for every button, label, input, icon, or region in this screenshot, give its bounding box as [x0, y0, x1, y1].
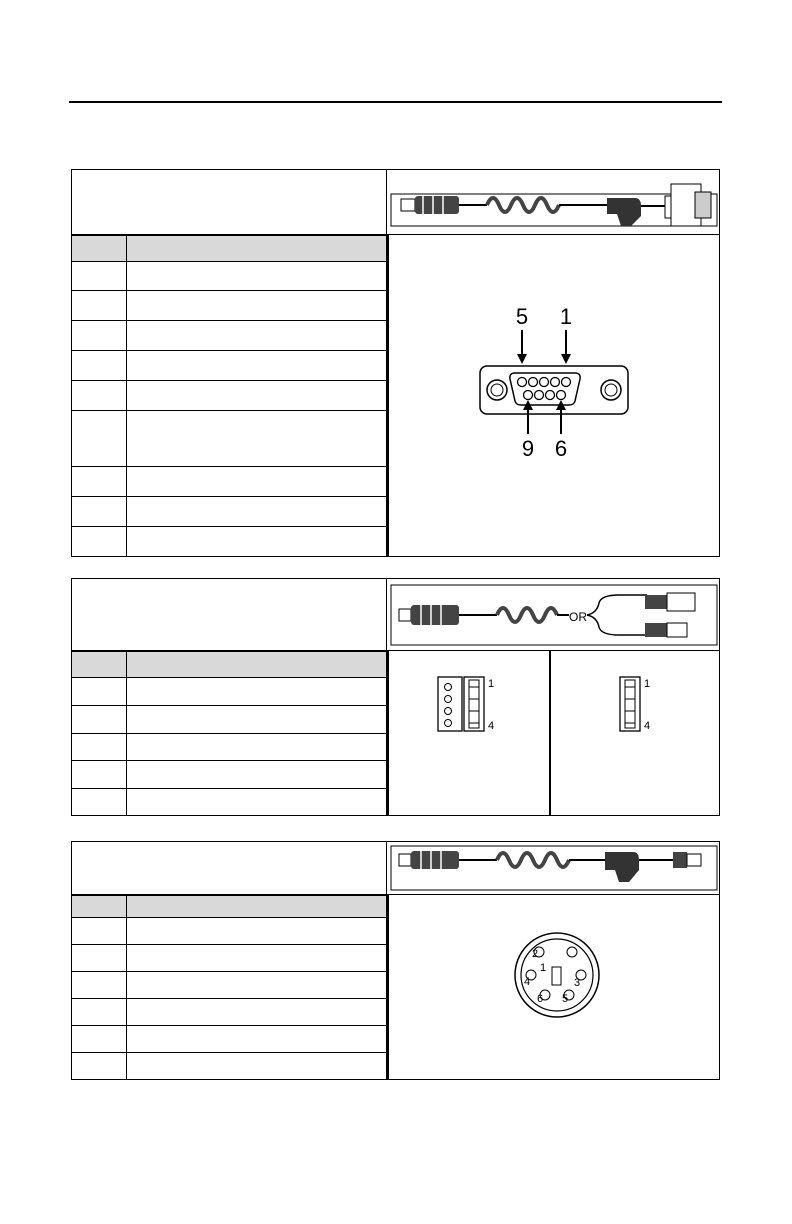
rs232-cable-cell — [387, 170, 719, 235]
pin-label-3: 3 — [574, 977, 581, 989]
pin-label-2: 2 — [532, 948, 539, 960]
or-label: OR — [569, 610, 587, 624]
table-row — [72, 1053, 127, 1080]
table-row — [72, 467, 127, 497]
usb-cable-cell — [387, 579, 719, 651]
ps2-pin-table — [72, 895, 387, 1080]
usb-title-cell — [72, 579, 387, 651]
table-row — [72, 918, 127, 945]
cable-rs232-db9-icon — [387, 170, 719, 235]
pin-label-4: 4 — [524, 976, 531, 988]
table-row — [72, 381, 127, 411]
table-row — [72, 678, 127, 706]
usb-pin-table — [72, 651, 387, 816]
pin-header — [72, 896, 127, 918]
table-row — [72, 999, 127, 1026]
pin-label-4: 4 — [644, 720, 651, 732]
usb-a-powered-connector-icon — [434, 675, 504, 735]
table-row — [72, 411, 127, 467]
pin-label-6: 6 — [537, 993, 544, 1005]
header-rule — [69, 101, 722, 103]
ps2-pinout-block — [71, 841, 720, 1080]
pin-label-6: 6 — [554, 436, 568, 458]
usb-a-connector-icon — [616, 675, 676, 735]
pin-header — [72, 236, 127, 262]
table-row — [72, 761, 127, 789]
table-row — [72, 945, 127, 972]
pin-label-5: 5 — [515, 304, 529, 329]
table-row — [72, 1026, 127, 1053]
table-row — [72, 321, 127, 351]
table-row — [72, 351, 127, 381]
table-row — [72, 734, 127, 761]
table-row — [72, 527, 127, 557]
ps2-title-cell — [72, 842, 387, 895]
table-row — [72, 789, 127, 816]
pin-label-1: 1 — [540, 962, 547, 974]
table-row — [72, 706, 127, 734]
pin-label-9: 9 — [521, 436, 535, 458]
cable-usb-icon — [387, 579, 719, 651]
ps2-cable-cell — [387, 842, 719, 895]
pin-label-1: 1 — [644, 678, 651, 690]
mini-din-6-connector-icon — [512, 932, 602, 1022]
table-row — [72, 291, 127, 321]
pin-label-4: 4 — [488, 720, 495, 732]
usb-pinout-block — [71, 578, 720, 816]
table-row — [72, 497, 127, 527]
pin-label-5: 5 — [562, 993, 569, 1005]
pin-label-1: 1 — [559, 304, 573, 329]
rs232-title-cell — [72, 170, 387, 235]
db9-connector-icon — [477, 298, 633, 458]
pin-header — [72, 652, 127, 678]
rs232-pin-table — [72, 235, 387, 557]
rs232-pinout-block — [71, 169, 720, 557]
cable-ps2-icon — [387, 842, 719, 895]
signal-header — [127, 236, 387, 262]
signal-header — [127, 896, 387, 918]
table-row — [72, 262, 127, 291]
pin-label-1: 1 — [488, 678, 495, 690]
table-row — [72, 972, 127, 999]
signal-header — [127, 652, 387, 678]
